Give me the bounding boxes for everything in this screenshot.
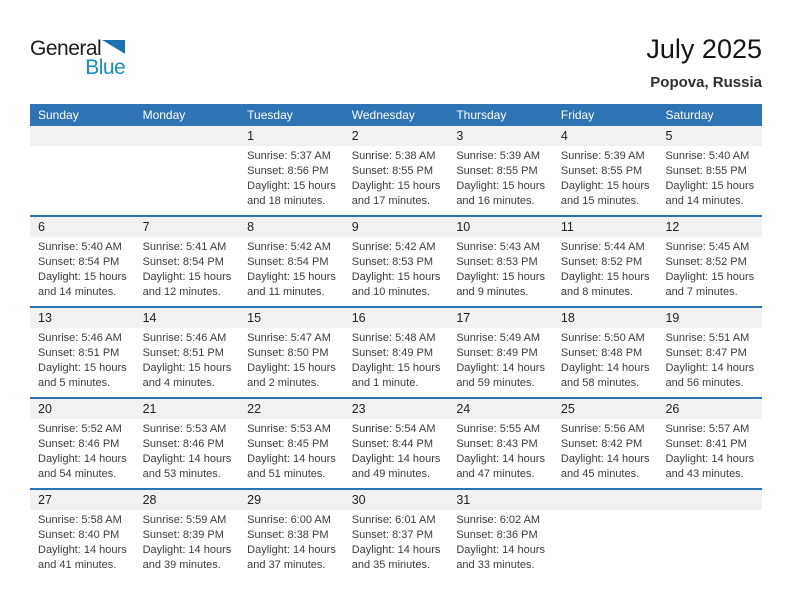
sunset-text: Sunset: 8:54 PM [142, 256, 224, 268]
day-cell-empty [553, 490, 658, 581]
day-number: 22 [239, 399, 344, 419]
sunrise-text: Sunrise: 5:55 AM [456, 423, 541, 435]
daylight-text-line2: and 47 minutes. [456, 468, 535, 480]
sunrise-text: Sunrise: 5:48 AM [351, 332, 436, 344]
day-number: 6 [30, 217, 135, 237]
day-details [239, 328, 344, 391]
sunset-text: Sunset: 8:55 PM [456, 165, 538, 177]
daylight-text-line2: and 18 minutes. [247, 195, 326, 207]
daylight-text-line1: Daylight: 14 hours [247, 544, 336, 556]
day-number: 25 [553, 399, 658, 419]
daylight-text-line1: Daylight: 14 hours [351, 453, 441, 465]
daylight-text-line2: and 54 minutes. [38, 468, 117, 480]
sunset-text: Sunset: 8:39 PM [142, 529, 224, 541]
day-details [135, 328, 240, 391]
day-cell-23 [344, 399, 449, 488]
day-details [657, 146, 762, 209]
day-number: 23 [344, 399, 449, 419]
sunset-text: Sunset: 8:55 PM [351, 165, 434, 177]
day-details [553, 146, 658, 209]
sunrise-text: Sunrise: 5:47 AM [247, 332, 331, 344]
daylight-text-line1: Daylight: 15 hours [665, 271, 755, 283]
daylight-text-line2: and 2 minutes. [247, 377, 320, 389]
day-number: 12 [657, 217, 762, 237]
day-cell-30 [344, 490, 449, 581]
day-number: 11 [553, 217, 658, 237]
day-cell-9 [344, 217, 449, 306]
daylight-text-line2: and 49 minutes. [351, 468, 431, 480]
daylight-text-line2: and 12 minutes. [142, 286, 221, 298]
day-cell-28 [135, 490, 240, 581]
daylight-text-line1: Daylight: 15 hours [665, 180, 755, 192]
sunset-text: Sunset: 8:54 PM [247, 256, 329, 268]
sunset-text: Sunset: 8:45 PM [247, 438, 329, 450]
daylight-text-line1: Daylight: 14 hours [142, 544, 232, 556]
daylight-text-line2: and 1 minute. [351, 377, 419, 389]
day-details [448, 419, 553, 482]
sunrise-text: Sunrise: 5:44 AM [560, 241, 645, 253]
day-details [344, 510, 449, 573]
daylight-text-line2: and 53 minutes. [142, 468, 221, 480]
day-number: 4 [553, 126, 658, 146]
weekday-header-thursday: Thursday [456, 108, 507, 122]
day-details [448, 146, 553, 209]
day-number-empty [30, 126, 135, 146]
day-number-empty [657, 490, 762, 510]
day-details [344, 419, 449, 482]
daylight-text-line2: and 15 minutes. [560, 195, 640, 207]
daylight-text-line1: Daylight: 14 hours [560, 453, 650, 465]
sunset-text: Sunset: 8:51 PM [38, 347, 120, 359]
daylight-text-line1: Daylight: 14 hours [560, 362, 650, 374]
day-number: 20 [30, 399, 135, 419]
day-details [448, 237, 553, 300]
sunset-text: Sunset: 8:52 PM [665, 256, 747, 268]
daylight-text-line1: Daylight: 15 hours [247, 180, 336, 192]
day-number: 24 [448, 399, 553, 419]
daylight-text-line1: Daylight: 15 hours [560, 271, 650, 283]
sunset-text: Sunset: 8:55 PM [560, 165, 643, 177]
daylight-text-line1: Daylight: 15 hours [456, 180, 545, 192]
day-details [30, 328, 135, 391]
sunrise-text: Sunrise: 5:42 AM [351, 241, 436, 253]
weeks-container [30, 126, 762, 581]
day-details [344, 146, 449, 209]
day-number: 15 [239, 308, 344, 328]
sunrise-text: Sunrise: 5:39 AM [456, 150, 541, 162]
day-cell-10 [448, 217, 553, 306]
daylight-text-line2: and 14 minutes. [665, 195, 744, 207]
sunset-text: Sunset: 8:40 PM [38, 529, 120, 541]
sunrise-text: Sunrise: 5:49 AM [456, 332, 541, 344]
sunset-text: Sunset: 8:49 PM [351, 347, 434, 359]
day-number: 26 [657, 399, 762, 419]
day-cell-14 [135, 308, 240, 397]
weekday-header-saturday: Saturday [665, 108, 714, 122]
day-details [448, 510, 553, 573]
day-details [239, 510, 344, 573]
day-details [30, 237, 135, 300]
daylight-text-line2: and 17 minutes. [351, 195, 431, 207]
daylight-text-line1: Daylight: 15 hours [247, 271, 336, 283]
daylight-text-line2: and 10 minutes. [351, 286, 431, 298]
day-cell-12 [657, 217, 762, 306]
day-cell-18 [553, 308, 658, 397]
day-number: 30 [344, 490, 449, 510]
day-details [135, 237, 240, 300]
sunset-text: Sunset: 8:48 PM [560, 347, 643, 359]
month-title: July 2025 [646, 34, 762, 64]
day-cell-8 [239, 217, 344, 306]
sunset-text: Sunset: 8:47 PM [665, 347, 747, 359]
sunset-text: Sunset: 8:53 PM [456, 256, 538, 268]
day-cell-empty [30, 126, 135, 215]
sunset-text: Sunset: 8:43 PM [456, 438, 538, 450]
day-details [239, 237, 344, 300]
daylight-text-line1: Daylight: 15 hours [351, 362, 441, 374]
day-details [553, 237, 658, 300]
logo-text-general: General [30, 37, 102, 60]
day-number-empty [553, 490, 658, 510]
daylight-text-line1: Daylight: 14 hours [665, 362, 755, 374]
sunset-text: Sunset: 8:37 PM [351, 529, 434, 541]
daylight-text-line2: and 59 minutes. [456, 377, 535, 389]
day-number: 7 [135, 217, 240, 237]
sunrise-text: Sunrise: 6:02 AM [456, 514, 541, 526]
sunset-text: Sunset: 8:53 PM [351, 256, 434, 268]
day-cell-21 [135, 399, 240, 488]
week-row-5 [30, 490, 762, 581]
day-details [239, 419, 344, 482]
sunrise-text: Sunrise: 5:57 AM [665, 423, 750, 435]
sunset-text: Sunset: 8:49 PM [456, 347, 538, 359]
daylight-text-line1: Daylight: 14 hours [456, 362, 545, 374]
day-cell-4 [553, 126, 658, 215]
sunrise-text: Sunrise: 5:41 AM [142, 241, 227, 253]
day-cell-empty [135, 126, 240, 215]
day-number: 5 [657, 126, 762, 146]
day-details [239, 146, 344, 209]
daylight-text-line2: and 45 minutes. [560, 468, 640, 480]
day-number: 1 [239, 126, 344, 146]
day-details [344, 328, 449, 391]
day-details [30, 510, 135, 573]
daylight-text-line2: and 56 minutes. [665, 377, 744, 389]
logo-text-blue: Blue [85, 56, 126, 79]
sunrise-text: Sunrise: 5:51 AM [665, 332, 750, 344]
day-cell-13 [30, 308, 135, 397]
daylight-text-line1: Daylight: 15 hours [351, 271, 441, 283]
sunrise-text: Sunrise: 5:58 AM [38, 514, 122, 526]
sunset-text: Sunset: 8:41 PM [665, 438, 747, 450]
sunrise-text: Sunrise: 5:53 AM [247, 423, 331, 435]
daylight-text-line1: Daylight: 15 hours [456, 271, 545, 283]
day-cell-27 [30, 490, 135, 581]
day-details [553, 328, 658, 391]
day-number: 19 [657, 308, 762, 328]
day-cell-15 [239, 308, 344, 397]
daylight-text-line2: and 8 minutes. [560, 286, 634, 298]
day-details [135, 419, 240, 482]
day-number: 3 [448, 126, 553, 146]
sunset-text: Sunset: 8:36 PM [456, 529, 538, 541]
day-cell-25 [553, 399, 658, 488]
sunset-text: Sunset: 8:51 PM [142, 347, 224, 359]
daylight-text-line2: and 37 minutes. [247, 559, 326, 571]
sunset-text: Sunset: 8:46 PM [38, 438, 120, 450]
day-number: 8 [239, 217, 344, 237]
daylight-text-line2: and 7 minutes. [665, 286, 738, 298]
daylight-text-line1: Daylight: 15 hours [142, 271, 232, 283]
daylight-text-line1: Daylight: 15 hours [142, 362, 232, 374]
daylight-text-line2: and 43 minutes. [665, 468, 744, 480]
sunrise-text: Sunrise: 5:43 AM [456, 241, 541, 253]
week-row-1 [30, 126, 762, 217]
day-details [657, 237, 762, 300]
day-cell-5 [657, 126, 762, 215]
day-cell-16 [344, 308, 449, 397]
sunrise-text: Sunrise: 5:52 AM [38, 423, 122, 435]
day-number-empty [135, 126, 240, 146]
day-cell-11 [553, 217, 658, 306]
daylight-text-line2: and 41 minutes. [38, 559, 117, 571]
sunset-text: Sunset: 8:44 PM [351, 438, 434, 450]
day-number: 21 [135, 399, 240, 419]
daylight-text-line2: and 58 minutes. [560, 377, 640, 389]
day-cell-29 [239, 490, 344, 581]
day-cell-empty [657, 490, 762, 581]
sunset-text: Sunset: 8:38 PM [247, 529, 329, 541]
day-number: 10 [448, 217, 553, 237]
daylight-text-line2: and 9 minutes. [456, 286, 529, 298]
day-cell-7 [135, 217, 240, 306]
day-details [657, 419, 762, 482]
sunrise-text: Sunrise: 5:46 AM [38, 332, 122, 344]
sunrise-text: Sunrise: 6:00 AM [247, 514, 331, 526]
day-cell-1 [239, 126, 344, 215]
day-number: 17 [448, 308, 553, 328]
daylight-text-line1: Daylight: 14 hours [38, 544, 127, 556]
weekday-header-sunday: Sunday [38, 108, 79, 122]
day-details [657, 328, 762, 391]
calendar-grid [30, 104, 762, 581]
weekday-header-monday: Monday [142, 108, 186, 122]
daylight-text-line2: and 4 minutes. [142, 377, 215, 389]
daylight-text-line2: and 35 minutes. [351, 559, 431, 571]
sunrise-text: Sunrise: 5:54 AM [351, 423, 436, 435]
sunrise-text: Sunrise: 5:39 AM [560, 150, 645, 162]
sunset-text: Sunset: 8:46 PM [142, 438, 224, 450]
day-cell-22 [239, 399, 344, 488]
daylight-text-line1: Daylight: 15 hours [351, 180, 441, 192]
day-number: 13 [30, 308, 135, 328]
daylight-text-line1: Daylight: 15 hours [38, 271, 127, 283]
day-cell-31 [448, 490, 553, 581]
day-cell-20 [30, 399, 135, 488]
daylight-text-line1: Daylight: 15 hours [247, 362, 336, 374]
day-details [448, 328, 553, 391]
daylight-text-line2: and 33 minutes. [456, 559, 535, 571]
location-subtitle: Popova, Russia [650, 74, 762, 91]
day-cell-2 [344, 126, 449, 215]
daylight-text-line1: Daylight: 14 hours [142, 453, 232, 465]
sunset-text: Sunset: 8:50 PM [247, 347, 329, 359]
day-number: 31 [448, 490, 553, 510]
daylight-text-line2: and 11 minutes. [247, 286, 325, 298]
day-number: 14 [135, 308, 240, 328]
daylight-text-line1: Daylight: 14 hours [456, 544, 545, 556]
sunrise-text: Sunrise: 5:59 AM [142, 514, 227, 526]
day-cell-19 [657, 308, 762, 397]
sunrise-text: Sunrise: 5:38 AM [351, 150, 436, 162]
sunrise-text: Sunrise: 5:53 AM [142, 423, 227, 435]
week-row-2 [30, 217, 762, 308]
sunset-text: Sunset: 8:55 PM [665, 165, 747, 177]
sunrise-text: Sunrise: 5:45 AM [665, 241, 750, 253]
title-block [646, 34, 762, 91]
daylight-text-line2: and 14 minutes. [38, 286, 117, 298]
sunrise-text: Sunrise: 5:40 AM [38, 241, 122, 253]
day-cell-24 [448, 399, 553, 488]
sunset-text: Sunset: 8:42 PM [560, 438, 643, 450]
daylight-text-line1: Daylight: 14 hours [351, 544, 441, 556]
day-number: 9 [344, 217, 449, 237]
daylight-text-line2: and 16 minutes. [456, 195, 535, 207]
sunrise-text: Sunrise: 5:42 AM [247, 241, 331, 253]
week-row-3 [30, 308, 762, 399]
day-cell-17 [448, 308, 553, 397]
sunrise-text: Sunrise: 5:56 AM [560, 423, 645, 435]
weekday-header-wednesday: Wednesday [351, 108, 415, 122]
general-blue-logo [30, 38, 125, 78]
logo-triangle-icon [102, 40, 125, 54]
weekday-header-tuesday: Tuesday [247, 108, 293, 122]
daylight-text-line1: Daylight: 14 hours [247, 453, 336, 465]
day-cell-6 [30, 217, 135, 306]
daylight-text-line1: Daylight: 15 hours [560, 180, 650, 192]
day-details [553, 419, 658, 482]
day-details [344, 237, 449, 300]
day-number: 28 [135, 490, 240, 510]
sunrise-text: Sunrise: 5:50 AM [560, 332, 645, 344]
day-details [30, 419, 135, 482]
sunset-text: Sunset: 8:52 PM [560, 256, 643, 268]
day-cell-3 [448, 126, 553, 215]
weekday-header-friday: Friday [560, 108, 595, 122]
day-cell-26 [657, 399, 762, 488]
daylight-text-line1: Daylight: 14 hours [665, 453, 755, 465]
weekday-header-row [30, 104, 762, 126]
day-number: 27 [30, 490, 135, 510]
daylight-text-line2: and 39 minutes. [142, 559, 221, 571]
daylight-text-line1: Daylight: 14 hours [456, 453, 545, 465]
sunrise-text: Sunrise: 5:46 AM [142, 332, 227, 344]
day-number: 2 [344, 126, 449, 146]
daylight-text-line2: and 51 minutes. [247, 468, 326, 480]
daylight-text-line1: Daylight: 14 hours [38, 453, 127, 465]
day-number: 18 [553, 308, 658, 328]
week-row-4 [30, 399, 762, 490]
sunset-text: Sunset: 8:56 PM [247, 165, 329, 177]
sunrise-text: Sunrise: 6:01 AM [351, 514, 436, 526]
daylight-text-line2: and 5 minutes. [38, 377, 111, 389]
day-details [135, 510, 240, 573]
day-number: 16 [344, 308, 449, 328]
daylight-text-line1: Daylight: 15 hours [38, 362, 127, 374]
sunset-text: Sunset: 8:54 PM [38, 256, 120, 268]
day-number: 29 [239, 490, 344, 510]
sunrise-text: Sunrise: 5:40 AM [665, 150, 750, 162]
sunrise-text: Sunrise: 5:37 AM [247, 150, 331, 162]
